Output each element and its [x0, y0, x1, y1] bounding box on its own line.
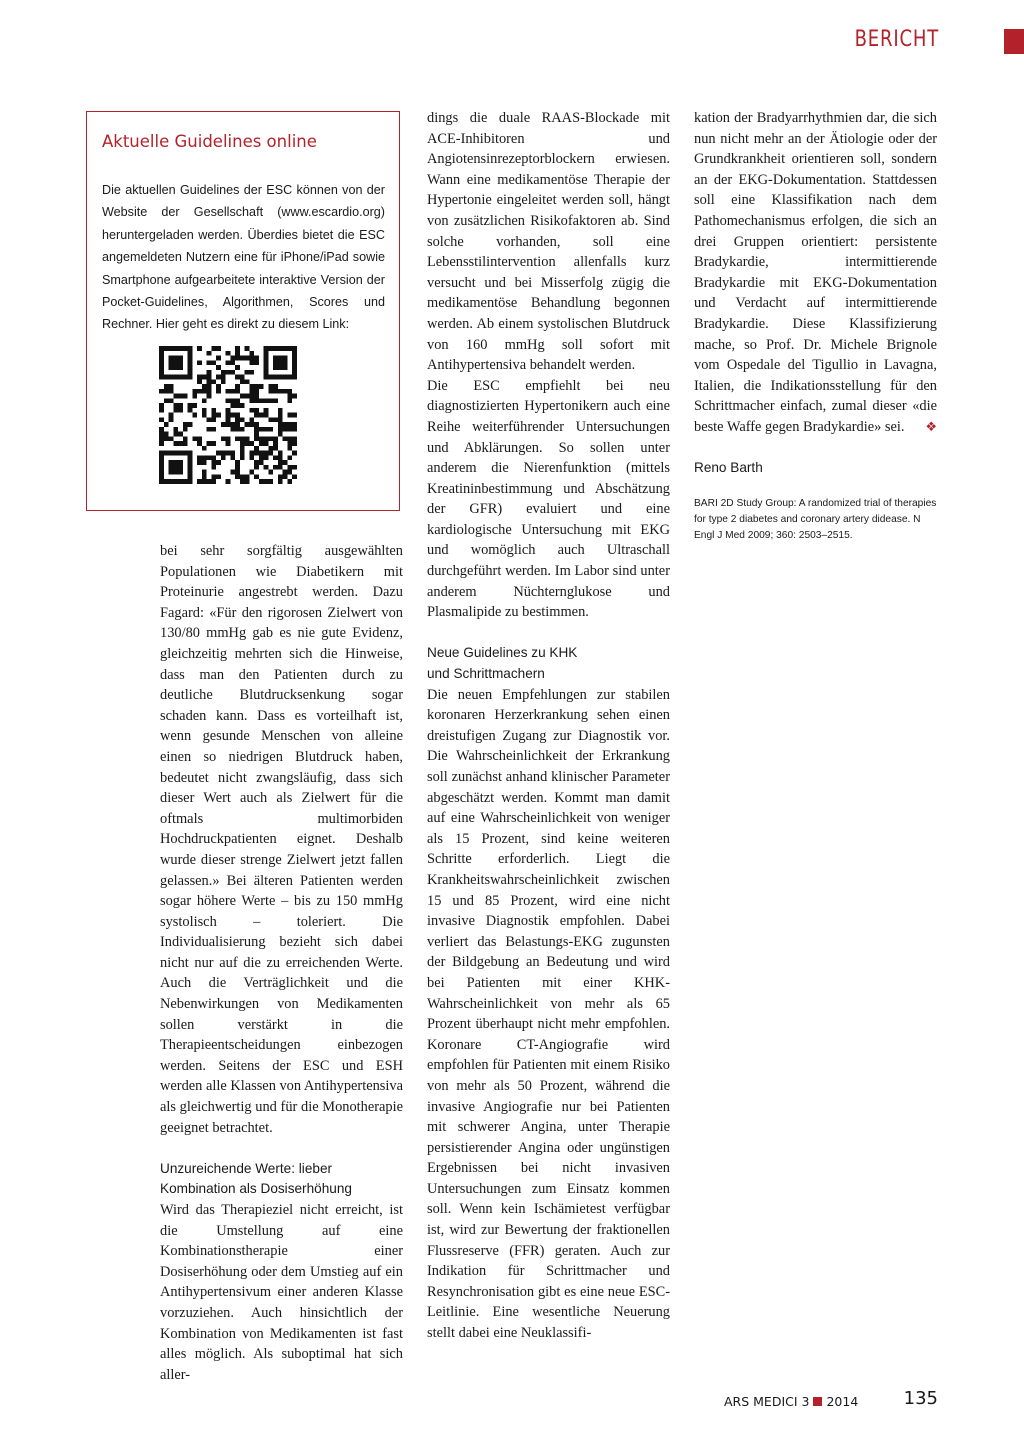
column-3	[694, 108, 937, 543]
column-1	[160, 541, 403, 1385]
infobox-text: Die aktuellen Guidelines der ESC können von der Website der Gesellschaft (www.escardio.org) heruntergeladen werden. Überdies bietet die ESC angemeldeten Nutzern eine für iPhone/iPad sowie Smartphone aufgearbeitete interaktive Version der Pocket-Guidelines, Algorithmen, Scores und Rechner. Hier geht es direkt zu diesem Link:	[102, 183, 385, 332]
qr-code-icon[interactable]	[159, 346, 297, 484]
column-2	[427, 108, 670, 1344]
guidelines-infobox	[86, 111, 400, 511]
body-paragraph: bei sehr sorgfältig ausgewählten Populationen wie Diabetikern mit Proteinurie angestrebt werden. Dazu Fagard: «Für den rigorosen Zielwert von 130/80 mmHg gab es nie gute Evidenz, gleichzeitig mehrten sich die Hinweise, dass man den Patienten durch zu deutliche Blutdrucksenkung sogar schaden kann. Dass es vorteilhaft ist, wenn gesunde Menschen von alleine einen so niedrigen Blutdruck haben, bedeutet nicht zwangsläufig, dass sich dieser Wert auch als Zielwert für die oftmals multimorbiden Hochdruckpatienten eignet. Deshalb wurde dieser strenge Zielwert jetzt fallen gelassen.» Bei älteren Patienten werden sogar höhere Werte – bis zu 150 mmHg systolisch – toleriert. Die Individualisierung bezieht sich dabei nicht nur auf die zu erreichenden Werte. Auch die Verträglichkeit und die Nebenwirkungen von Medikamenten sollen verstärkt in die Therapieentscheidungen einbezogen werden. Seitens der ESC und ESH werden alle Klassen von Antihypertensiva als gleichwertig und für die Monotherapie geeignet betrachtet.	[160, 543, 403, 1136]
body-paragraph: Die neuen Empfehlungen zur stabilen koronaren Herzerkrankung sehen einen dreistufigen Zugang zur Diagnostik vor. Die Wahrscheinlichkeit der Erkrankung soll zunächst anhand klinischer Parameter abgeschätzt werden. Kommt man damit auf eine Wahrscheinlichkeit von weniger als 15 Prozent, sind keine weiteren Schritte erforderlich. Liegt die Krankheitswahrscheinlichkeit zwischen 15 und 85 Prozent, wird eine nicht invasive Diagnostik empfohlen. Dabei verliert das Belastungs-EKG zugunsten der Bildgebung an Bedeutung und wird bei Patienten mit einer KHK-Wahrscheinlichkeit von mehr als 65 Prozent überhaupt nicht mehr empfohlen. Koronare CT-Angiografie wird empfohlen für Patienten mit einem Risiko von mehr als 50 Prozent, während die invasive Angiografie nur bei Patienten mit schwerer Angina, unter Therapie persistierender Angina oder ungünstigen Ergebnissen bei nicht invasiven Untersuchungen zum Einsatz kommen soll. Wenn kein Ischämietest verfügbar ist, wird zur Bewertung der fraktionellen Flussreserve (FFR) geraten. Auch zur Indikation für Schrittmacher und Resynchronisation gibt es eine neue ESC-Leitlinie. Eine wesentliche Neuerung stellt dabei eine Neuklassifi-	[427, 686, 670, 1342]
footer-journal	[724, 1394, 858, 1409]
section-marker	[1004, 29, 1024, 54]
body-paragraph: Die ESC empfiehlt bei neu diagnostizierten Hypertonikern auch eine Reihe weiterführender Untersuchungen und Abklärungen. So sollen unter anderem die Nierenfunktion (mittels Kreatininbestimmung und Abschätzung der GFR) evaluiert und eine kardiologische Untersuchung mit EKG und womöglich auch Ultraschall durchgeführt werden. Im Labor sind unter anderem Nüchternglukose und Plasmalipide zu bestimmen.	[427, 377, 670, 621]
footer-separator-icon	[813, 1397, 822, 1406]
journal-year: 2014	[826, 1394, 859, 1409]
section-tag: BERICHT	[854, 27, 939, 52]
infobox-title: Aktuelle Guidelines online	[102, 132, 317, 151]
body-paragraph: dings die duale RAAS-Blockade mit ACE-Inhibitoren und Angiotensinrezeptorblockern erwiesen. Wann eine medikamentöse Therapie der Hypertonie eingeleitet werden soll, hängt von zusätzlichen Risikofaktoren ab. Sind solche vorhanden, soll eine Lebensstilintervention allenfalls kurz versucht und bei Misserfolg zügig die medikamentöse Behandlung begonnen werden. Ab einem systolischen Blutdruck von 160 mmHg soll sofort mit Antihypertensiva behandelt werden.	[427, 110, 670, 374]
body-paragraph	[694, 108, 937, 438]
journal-name: ARS MEDICI 3	[724, 1394, 810, 1409]
subheading-line: Unzureichende Werte: lieber	[160, 1160, 333, 1176]
body-paragraph: Wird das Therapieziel nicht erreicht, ist die Umstellung auf eine Kombinationstherapie einer Dosiserhöhung oder dem Umstieg auf ein Antihypertensivum einer anderen Klasse vorzuziehen. Auch hinsichtlich der Kombination von Medikamenten ist fast alles möglich. Als suboptimal hat sich aller-	[160, 1202, 403, 1383]
subheading-line: und Schrittmachern	[427, 666, 545, 682]
page-number: 135	[903, 1388, 938, 1409]
end-mark-icon: ❖	[925, 418, 937, 434]
paragraph-text: kation der Bradyarrhythmien dar, die sich nun nicht mehr an der Ätiologie oder der Grundkrankheit orientieren soll, sondern an der EKG-Dokumentation. Stattdessen soll eine Klassifikation nach dem Pathomechanismus erfolgen, die sich an drei Gruppen orientiert: persistente Bradykardie, intermittierende Bradykardie mit EKG-Dokumentation und Verdacht auf intermittierende Bradykardie. Diese Klassifizierung mache, so Prof. Dr. Michele Brignole vom Ospedale del Tigullio in Lavagna, Italien, die Indikationsstellung für den Schrittmacher einfach, zumal dieser «die beste Waffe gegen Bradykardie» sei.	[694, 110, 937, 435]
reference: BARI 2D Study Group: A randomized trial of therapies for type 2 diabetes and coronary artery didease. N Engl J Med 2009; 360: 2503–2515.	[694, 498, 937, 541]
author-name: Reno Barth	[694, 459, 763, 475]
subheading-line: Kombination als Dosiserhöhung	[160, 1181, 352, 1197]
subheading-line: Neue Guidelines zu KHK	[427, 645, 578, 661]
